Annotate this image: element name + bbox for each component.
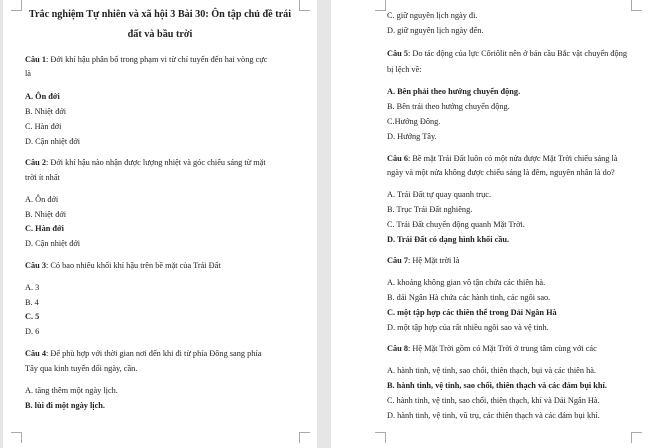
question-2 <box>25 155 266 171</box>
question-2-cont: trời ít nhất <box>25 173 60 182</box>
answer-option: D. hành tinh, vệ tinh, vũ trụ, các thiên thạch và các đám bụi khí. <box>387 411 600 420</box>
question-1-cont: là <box>25 69 31 78</box>
answer-option: D. một tập hợp của rất nhiều ngôi sao và vệ tinh. <box>387 323 549 332</box>
answer-option: D. giữ nguyên lịch ngày đến. <box>387 26 484 35</box>
question-5 <box>387 46 627 62</box>
answer-option: B. Nhiệt đới <box>25 107 67 116</box>
answer-option: A. tăng thêm một ngày lịch. <box>25 386 118 395</box>
answer-option: C. Hàn đới <box>25 122 62 131</box>
question-text: : Đới khí hậu nào nhận được lượng nhiệt và góc chiếu sáng từ mặt <box>45 158 266 167</box>
answer-option: C. Hàn đới <box>25 224 64 233</box>
question-label: Câu 2 <box>25 158 46 167</box>
answer-option: C.Hướng Đông. <box>387 117 441 126</box>
answer-option: B. 4 <box>25 298 39 307</box>
answer-option: D. Cận nhiệt đới <box>25 137 81 146</box>
question-6-cont: ngày và một nửa không được chiếu sáng là đêm, nguyên nhân là do? <box>387 168 615 177</box>
question-7 <box>387 253 459 269</box>
answer-option: C. một tập hợp các thiên thể trong Dải Ngân Hà <box>387 308 557 317</box>
answer-option: A. Ôn đới <box>25 92 60 101</box>
answer-option: C. giữ nguyên lịch ngày đi. <box>387 11 478 20</box>
answer-option: B. Trục Trái Đất nghiêng. <box>387 205 473 214</box>
question-label: Câu 1 <box>25 55 46 64</box>
question-text: : Bề mặt Trái Đất luôn có một nửa được Mặt Trời chiếu sáng là <box>407 154 618 163</box>
answer-option: B. dải Ngân Hà chứa các hành tinh, các ngôi sao. <box>387 293 551 302</box>
doc-title-line1: Trắc nghiệm Tự nhiên và xã hội 3 Bài 30: Ôn tập chủ đề trái <box>28 9 292 20</box>
question-8 <box>387 341 597 357</box>
answer-option: A. Trái Đất tự quay quanh trục. <box>387 190 492 199</box>
document-page-left <box>3 0 317 448</box>
crop-mark <box>11 432 22 443</box>
question-label: Câu 7 <box>387 256 408 265</box>
crop-mark <box>375 0 386 11</box>
document-page-right <box>331 0 650 448</box>
question-text: : Đới khí hậu phân bố trong phạm vi từ chí tuyến đến hai vòng cực <box>45 55 268 64</box>
question-label: Câu 4 <box>25 349 46 358</box>
question-5-cont: bị lệch về: <box>387 65 422 74</box>
question-4 <box>25 346 261 362</box>
question-3 <box>25 258 221 274</box>
crop-mark <box>375 432 386 443</box>
answer-option: B. hành tinh, vệ tinh, sao chổi, thiên thạch và các đám bụi khí. <box>387 381 607 390</box>
answer-option: B. Nhiệt đới <box>25 210 67 219</box>
answer-option: B. lùi đi một ngày lịch. <box>25 401 105 410</box>
question-text: : Hệ Mặt Trời gồm có Mặt Trời ở trung tâm cùng với các <box>407 344 597 353</box>
doc-title-line2: đất và bầu trời <box>127 29 193 40</box>
answer-option: A. Ôn đới <box>25 195 59 204</box>
question-label: Câu 6 <box>387 154 408 163</box>
question-1 <box>25 52 267 68</box>
question-label: Câu 8 <box>387 344 408 353</box>
answer-option: D. 6 <box>25 327 40 336</box>
answer-option: A. Bên phải theo hướng chuyển động. <box>387 87 521 96</box>
question-text: : Để phù hợp với thời gian nơi đến khi đi từ phía Đông sang phía <box>45 349 262 358</box>
question-label: Câu 3 <box>25 261 46 270</box>
answer-option: C. 5 <box>25 312 40 321</box>
answer-option: C. Trái Đất chuyển động quanh Mặt Trời. <box>387 220 525 229</box>
question-4-cont: Tây qua kinh tuyến đổi ngày, cần. <box>25 364 138 373</box>
question-text: : Hệ Mặt trời là <box>407 256 460 265</box>
answer-option: A. khoảng không gian vô tận chứa các thiên hà. <box>387 278 546 287</box>
answer-option: D. Cận nhiệt đới <box>25 239 81 248</box>
crop-mark <box>631 432 642 443</box>
answer-option: D. Trái Đất có dạng hình khối cầu. <box>387 235 510 244</box>
answer-option: A. hành tinh, vệ tinh, sao chổi, thiên thạch, bụi và các thiên hà. <box>387 366 596 375</box>
question-label: Câu 5 <box>387 49 408 58</box>
crop-mark <box>299 432 310 443</box>
question-text: : Do tác động của lực Côriôlit nên ở bán cầu Bắc vật chuyển động <box>407 49 627 58</box>
answer-option: D. Hướng Tây. <box>387 132 437 141</box>
answer-option: A. 3 <box>25 283 40 292</box>
answer-option: B. Bên trái theo hướng chuyển động. <box>387 102 510 111</box>
crop-mark <box>631 0 642 11</box>
question-text: : Có bao nhiêu khối khí hậu trên bề mặt của Trái Đất <box>45 261 221 270</box>
answer-option: C. hành tinh, vệ tinh, sao chổi, thiên thạch, khí và Dải Ngân Hà. <box>387 396 600 405</box>
